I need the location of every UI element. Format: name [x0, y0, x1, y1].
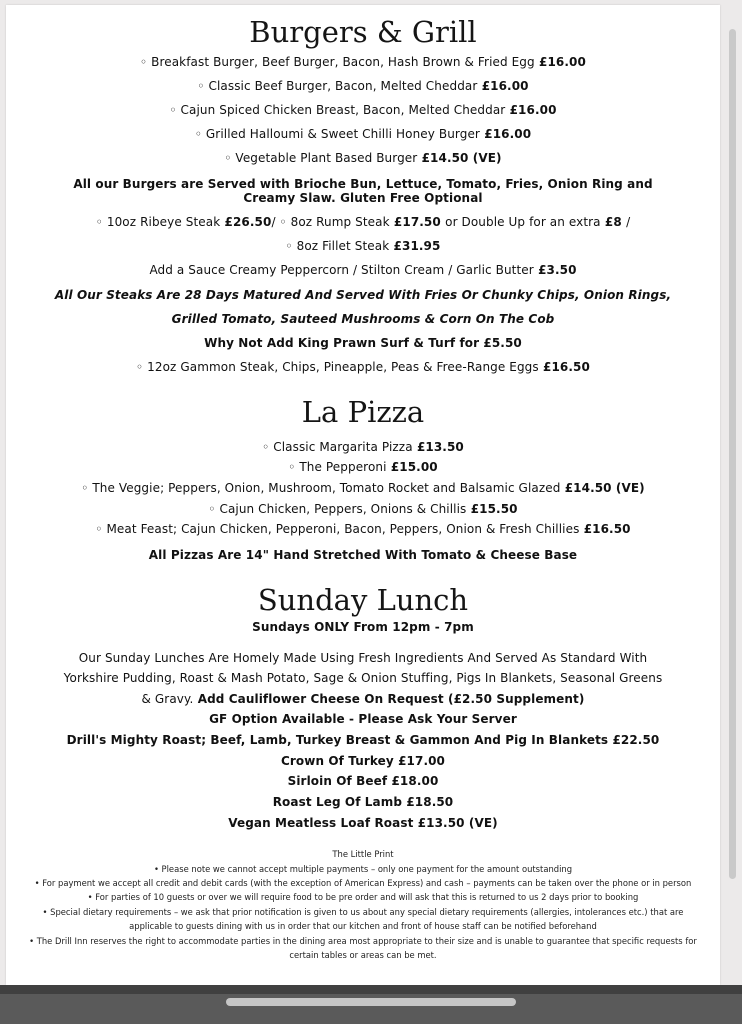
burger-note: Creamy Slaw. Gluten Free Optional — [243, 191, 483, 205]
steak-text: or Double Up for an extra — [445, 215, 601, 229]
item-price: £14.50 (VE) — [421, 151, 502, 165]
item-text: ◦ Grilled Halloumi & Sweet Chilli Honey Burger — [194, 127, 480, 141]
item-price: £16.00 — [509, 103, 557, 117]
surf-turf: Why Not Add King Prawn Surf & Turf for £5.50 — [204, 336, 522, 350]
pizza-note: All Pizzas Are 14" Hand Stretched With Tomato & Cheese Base — [148, 548, 578, 562]
item-text: ◦ Cajun Spiced Chicken Breast, Bacon, Melted Cheddar — [169, 103, 506, 117]
item-text: ◦ Classic Margarita Pizza — [262, 440, 413, 454]
menu-item — [6, 55, 720, 69]
menu-item — [6, 522, 720, 536]
item-text: ◦ Vegetable Plant Based Burger — [224, 151, 418, 165]
item-price: £13.50 (VE) — [417, 816, 498, 830]
bottom-bar — [0, 985, 742, 1024]
steak-text: / ◦ 8oz Rump Steak — [271, 215, 390, 229]
steak-price: £17.50 — [393, 215, 441, 229]
sunday-subtitle: Sundays ONLY From 12pm - 7pm — [252, 620, 474, 634]
item-price: £22.50 — [612, 733, 660, 747]
fine-print-line: • For parties of 10 guests or over we will require food to be pre order and will ask that this is returned to us 2 days prior to booking — [87, 892, 639, 902]
sunday-desc: Our Sunday Lunches Are Homely Made Using Fresh Ingredients And Served As Standard With — [78, 651, 648, 665]
fine-print-title: The Little Print — [332, 849, 394, 859]
item-text: Crown Of Turkey — [280, 754, 394, 768]
item-price: £16.50 — [583, 522, 631, 536]
menu-item — [6, 816, 720, 830]
item-text: Sirloin Of Beef — [287, 774, 388, 788]
desc-bold: Add Cauliflower Cheese On Request (£2.50 Supplement) — [197, 692, 585, 706]
menu-item — [6, 774, 720, 788]
steak-text: ◦ 10oz Ribeye Steak — [95, 215, 221, 229]
menu-item — [6, 440, 720, 454]
fine-print-line: applicable to guests dining with us in order that our kitchen and front of house staff can be notified beforehand — [129, 921, 597, 931]
item-text: ◦ The Veggie; Peppers, Onion, Mushroom, Tomato Rocket and Balsamic Glazed — [81, 481, 561, 495]
item-price: £17.00 — [398, 754, 446, 768]
menu-item — [6, 127, 720, 141]
menu-page — [6, 5, 720, 985]
item-text: ◦ Breakfast Burger, Beef Burger, Bacon, Hash Brown & Fried Egg — [140, 55, 535, 69]
menu-item — [6, 502, 720, 516]
item-text: Vegan Meatless Loaf Roast — [228, 816, 414, 830]
sunday-title: Sunday Lunch — [257, 583, 469, 617]
item-price: £16.50 — [543, 360, 590, 374]
sunday-desc — [6, 692, 720, 706]
fine-print-line: certain tables or areas can be met. — [289, 950, 437, 960]
menu-item — [6, 103, 720, 117]
steak-price: £26.50 — [224, 215, 272, 229]
vertical-scrollbar[interactable] — [726, 5, 740, 985]
item-price: £15.00 — [390, 460, 438, 474]
burger-note: All our Burgers are Served with Brioche Bun, Lettuce, Tomato, Fries, Onion Ring and — [73, 177, 653, 191]
bottom-ledge — [0, 985, 742, 994]
steak-note: All Our Steaks Are 28 Days Matured And Served With Fries Or Chunky Chips, Onion Rings, — [54, 288, 672, 302]
item-text: ◦ Cajun Chicken, Peppers, Onions & Chillis — [208, 502, 467, 516]
item-price: £13.50 — [416, 440, 464, 454]
fine-print-line: • For payment we accept all credit and debit cards (with the exception of American Express) and cash – payments can be taken over the phone or in person — [34, 878, 692, 888]
menu-item — [6, 79, 720, 93]
item-text: ◦ Meat Feast; Cajun Chicken, Pepperoni, Bacon, Peppers, Onion & Fresh Chillies — [95, 522, 580, 536]
menu-item — [6, 360, 720, 374]
steak-text: ◦ 8oz Fillet Steak — [285, 239, 390, 253]
sauce-text: Add a Sauce Creamy Peppercorn / Stilton Cream / Garlic Butter — [149, 263, 534, 277]
sauce-line — [6, 263, 720, 277]
fine-print-line: • The Drill Inn reserves the right to accommodate parties in the dining area most appropriate to their size and is unable to guarantee that specific requests for — [29, 936, 697, 946]
menu-item — [6, 754, 720, 768]
item-price: £18.00 — [391, 774, 439, 788]
item-text: ◦ 12oz Gammon Steak, Chips, Pineapple, Peas & Free-Range Eggs — [136, 360, 539, 374]
steak-price: £31.95 — [393, 239, 441, 253]
item-text: ◦ The Pepperoni — [288, 460, 387, 474]
sauce-price: £3.50 — [538, 263, 577, 277]
menu-item — [6, 481, 720, 495]
steak-note: Grilled Tomato, Sauteed Mushrooms & Corn On The Cob — [171, 312, 555, 326]
steak-price: £8 — [604, 215, 622, 229]
item-price: £16.00 — [484, 127, 532, 141]
item-price: £16.00 — [539, 55, 586, 69]
horizontal-scrollbar-thumb[interactable] — [226, 998, 516, 1006]
menu-item — [6, 151, 720, 165]
menu-item — [6, 733, 720, 747]
menu-item — [6, 460, 720, 474]
steaks-line — [6, 239, 720, 253]
item-text: Drill's Mighty Roast; Beef, Lamb, Turkey Breast & Gammon And Pig In Blankets — [66, 733, 609, 747]
desc-text: & Gravy. — [141, 692, 194, 706]
scrollbar-thumb[interactable] — [729, 29, 736, 879]
item-price: £16.00 — [481, 79, 529, 93]
pizza-title: La Pizza — [301, 395, 425, 429]
item-text: ◦ Classic Beef Burger, Bacon, Melted Cheddar — [197, 79, 478, 93]
menu-item — [6, 795, 720, 809]
fine-print-line: • Special dietary requirements – we ask that prior notification is given to us about any special dietary requirements (allergies, intolerances etc.) that are — [42, 907, 684, 917]
item-price: £14.50 (VE) — [564, 481, 645, 495]
steak-text: / — [626, 215, 631, 229]
fine-print-line: • Please note we cannot accept multiple payments – only one payment for the amount outstanding — [153, 864, 573, 874]
item-price: £18.50 — [406, 795, 454, 809]
steaks-line — [6, 215, 720, 229]
gf-option: GF Option Available - Please Ask Your Server — [209, 712, 517, 726]
item-text: Roast Leg Of Lamb — [272, 795, 403, 809]
sunday-desc: Yorkshire Pudding, Roast & Mash Potato, Sage & Onion Stuffing, Pigs In Blankets, Seasonal Greens — [63, 671, 663, 685]
item-price: £15.50 — [470, 502, 518, 516]
burgers-title: Burgers & Grill — [249, 15, 477, 49]
